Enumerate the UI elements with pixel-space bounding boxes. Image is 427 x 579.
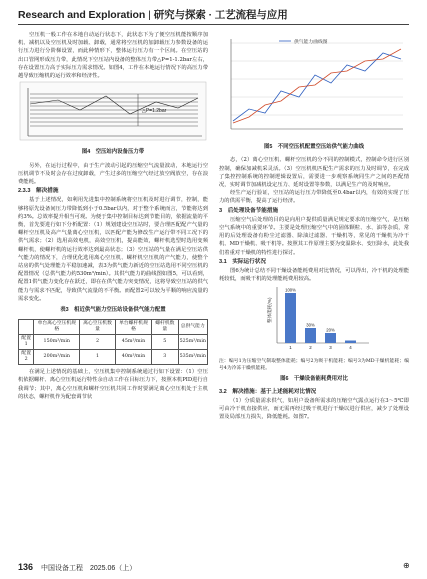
table-cell: 配置1: [19, 335, 34, 350]
header-title-cn: 研究与探索 · 工艺流程与应用: [153, 9, 288, 21]
header-separator: |: [148, 9, 151, 21]
header-title-en: Research and Exploration: [18, 9, 146, 21]
table-cell: 200m³/min: [34, 350, 80, 365]
table-row: [19, 350, 208, 365]
table-cell: 5: [152, 335, 178, 350]
bar-group: [285, 288, 356, 351]
registration-mark-icon: ⊕: [403, 561, 410, 570]
header-rule: [18, 24, 409, 25]
bar: [285, 293, 296, 343]
bar: [305, 328, 316, 343]
table-cell: 525m³/min: [178, 335, 207, 350]
table-header-cell: 总供气能力: [178, 320, 207, 335]
section-heading: 2.3.3 解决措施: [18, 188, 59, 195]
table-cell: 1: [80, 350, 116, 365]
pressure-band-diagram: [18, 80, 208, 142]
section-heading: 3.2 解决措施：基于上述能耗对比情况: [219, 388, 317, 395]
band-label: △P=1.2bar: [142, 108, 167, 115]
table-header-cell: 螺杆机数量: [152, 320, 178, 335]
table-3-caption: 表3 相近供气能力空压站设备供气能力配置: [60, 307, 166, 314]
series-line: [233, 49, 401, 123]
right-column: [219, 31, 409, 422]
table-cell: 150m³/min: [34, 335, 80, 350]
table-cell: 3: [152, 350, 178, 365]
legend-label: 供气能力曲线图: [294, 40, 328, 45]
section-heading: 3.1 实际运行状况: [219, 258, 266, 265]
series-line: [233, 53, 401, 121]
figure-4-caption: 图4 空压站内设备压力带: [81, 149, 145, 156]
page-number: 136: [18, 562, 34, 572]
paragraph: 图6为统计总结不同干燥设备能耗费用对比情况，可以得出，冷干机的处理能耗较低，而吸干机的处理能耗费用较高。: [219, 268, 409, 283]
chart-grid: [231, 43, 403, 115]
left-column: [18, 31, 208, 401]
figure-5-caption: 图5 不同空压机配置空压站供气能力曲线: [263, 144, 365, 151]
table-header-cell: 离心空压机数量: [80, 320, 116, 335]
paragraph: 经生产运行验证，空压站的运行压力带降低至0.4bar以内，有效的实现了压力的供需平衡，提高了运行经济。: [219, 190, 409, 205]
section-heading: 3 后处理设备节能措施: [219, 207, 279, 214]
figure-6: [219, 283, 409, 356]
table-3: [18, 319, 208, 365]
table-header-cell: 单台螺杆机规格: [115, 320, 151, 335]
table-row: [19, 335, 208, 350]
paragraph: 在满足上述情况的基础上，空压机集中控制系统通过行如下设置：（1）空压机依据螺杆、离心空压机运行特性余自动工作在目标压力下，按照本机PID进行自我调节；其中，离心空压机和螺杆空压机共同工作时要满足离心空压机处于主机的状态，螺杆机作为配套调节状: [18, 369, 208, 400]
bar: [345, 341, 356, 344]
bar: [325, 333, 336, 343]
journal-info: 中国设备工程 2025.06（上）: [40, 565, 137, 572]
x-tick-label: 2: [309, 345, 312, 351]
table-cell: 2: [80, 335, 116, 350]
paragraph: 空压机一般工作在本地自动运行状态下，此状态下为了便空压机能按顺序加机、减机以及空压机及时加载、卸载，通常将空压机的加卸载压力参数设备的运行压力进行分阶梯设置，而此种情形下，整体运行压力有一个区间。在空压站的出口管网形成压力带，此情况下空压站内设备的整体压力带△P=1-1.2bar左右，存在设置压力高于实际压力需求情况。如图4，工作在本地运行情况下的高压力带越导致压缩机的运行效率和经济性。: [18, 32, 208, 80]
y-axis-label: 整体能耗(%): [267, 297, 272, 324]
table-cell: 45m³/min: [115, 335, 151, 350]
supply-capacity-chart: [219, 31, 409, 137]
table-header-row: [19, 320, 208, 335]
x-tick-label: 1: [289, 345, 292, 351]
table-header-cell: 单台离心空压机规格: [34, 320, 80, 335]
bar-data-label: 30%: [306, 322, 315, 328]
x-tick-label: 4: [349, 345, 352, 351]
figure-6-note: 注：编号1为压缩空气制取整体能耗；编号2为吸干机能耗；编号3为MD干燥机能耗；编号4为冷冻干燥机能耗。: [219, 358, 409, 371]
table-cell: 40m³/min: [115, 350, 151, 365]
paragraph: 压缩空气后处理的目的是向用户提供质量满足规定要求的压缩空气，是压缩空气系统中的重要环节。主要是处理压缩空气中的固体颗粒、水、油等杂质，常用的后处理设备有粉尘过滤器、除油过滤器、干燥机等，常见的干燥机为冷干机、MD干燥机、吸干机等。按照其工作原理主要为变温除水、变压除水，此处我们着重对干燥机的特性进行探讨。: [219, 216, 409, 256]
paragraph: 基于上述情况，如利用先进集中控制系统将空压机及时进行调节，控制，能够将原先设备间压力带降低到小于0.5bar以内，对于整个系统而言，节能将达到约3%。总效率提升相当可观。为便于集中控制目标达到节能目的，依据流量的平衡，首先要进行如下分析配置：（1）规划建设空压站时，要合理匹配配产气量的螺杆空压机及高产气量离心空压机，以匹配产能为修改生产运行带不同工况下的供气需求；（2）选用高效电机，高效空压机，提高能效，螺杆机选型时选用变频螺杆机，使螺杆机的运行效率达到最高状态；（3）空压站的气量在满足空压站供气能力的情况下，合理优化选用离心空压机、螺杆机空压机的产气能力，使整个站房的供气处理能力平稳加速减，表3为供气能力新近的空压站选用不同空压机的配置情况（总供气能力约530m³/min）。其供气能力的曲线图如图5，可以看到，配置1供气能力变化存在跃迁，即在在供气能力突变情况，这将导致空压站的供气能力与需求不匹配，导致供气流量的不平衡。而配置2可以较为平顺的响应流量的需求变化。: [18, 197, 208, 302]
paragraph: （1）分质量需求供气，如用户设备所需求的压缩空气露点运行在3～5℃即可由冷干机直接供应，而无需再经过吸干机进行干燥以进行供应，减少了处理设置及局部压力损失，降低能耗。如图7。: [219, 398, 409, 421]
table-cell: 配置2: [19, 350, 34, 365]
bar-data-label: 100%: [285, 287, 296, 293]
figure-5: [219, 31, 409, 140]
running-header: [18, 7, 288, 22]
bar-data-label: 20%: [326, 327, 335, 333]
table-cell: 535m³/min: [178, 350, 207, 365]
x-tick-label: 3: [329, 345, 332, 351]
figure-6-caption: 图6 干燥设备能耗费用对比: [280, 375, 348, 382]
paragraph: 另外，在运行过程中，由于生产波动引起的压缩空气流量波动，本地运行空压机调节不及时会存在过度卸载，产生过多的压缩空气经过放空阀放空，存在浪费能耗。: [18, 162, 208, 186]
figure-4: [18, 80, 208, 145]
page-footer: [18, 561, 410, 573]
table-header-cell: [19, 320, 34, 335]
energy-bar-chart: [219, 283, 409, 353]
paragraph: 态，（2）离心空压机、螺杆空压机的分不同的控制模式，控制命令进行区别控制，确保加减机采灵活。（3）空压机机匹配生产需求的压力及时调节，在完成了集控控制系统的控制逻辑设置后，需要进一步观察系统同生产之间的匹配情况，实时调节加减机设定压力、延时设置等参数，以满足生产的及时响应。: [219, 157, 409, 189]
figure-frame: [20, 82, 206, 140]
